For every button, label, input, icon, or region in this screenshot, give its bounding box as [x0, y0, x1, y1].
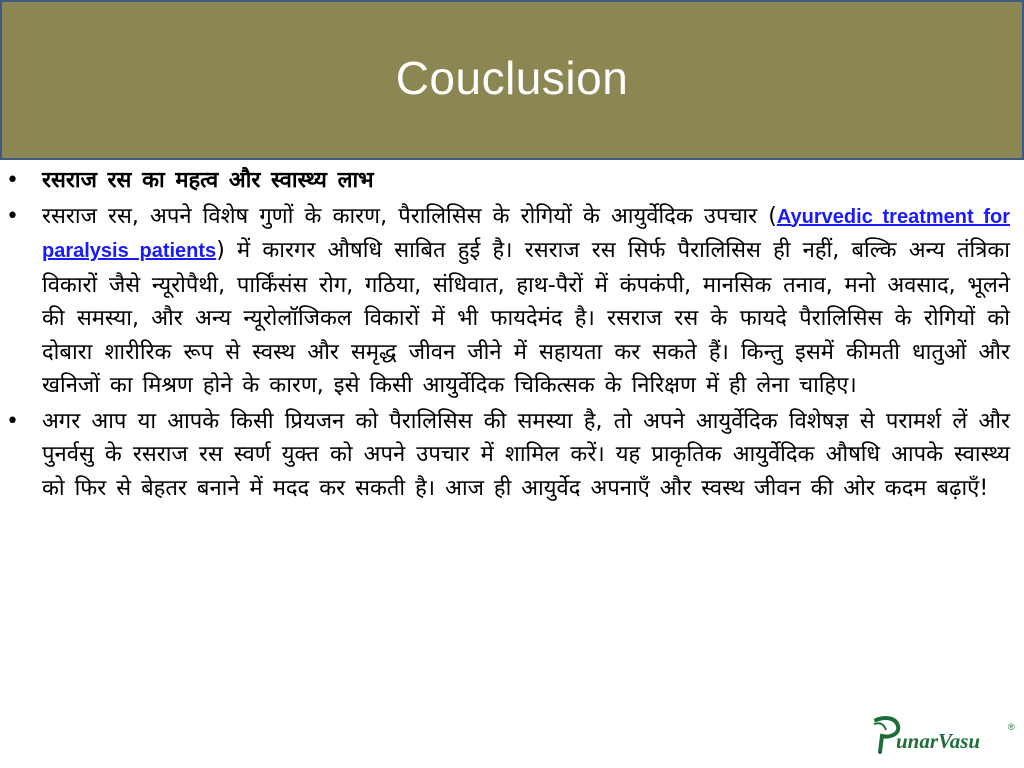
- logo-registered-mark: ®: [1008, 722, 1015, 732]
- bullet-icon: •: [6, 168, 19, 193]
- bullet-benefits-part2: ) में कारगर औषधि साबित हुई है। रसराज रस सिर्फ पैरालिसिस ही नहीं, बल्कि अन्य तंत्रिका विकारों जैसे न्यूरोपैथी, पार्किंसंस रोग, गठिया, संधिवात, हाथ-पैरों में कंपकंपी, मानसिक तनाव, मनो अवसाद, भूलने की समस्या, और अन्य न्यूरोलॉजिकल विकारों में भी फायदेमंद है। रसराज रस के फायदे पैरालिसिस के रोगियों को दोबारा शारीरिक रूप से स्वस्थ और समृद्ध जीवन जीने में सहायता कर सकते हैं। किन्तु इसमें कीमती धातुओं और खनिजों का मिश्रण होने के कारण, इसे किसी आयुर्वेदिक चिकित्सक के निरिक्षण में ही लेना चाहिए।: [42, 238, 1010, 398]
- punarvasu-logo: [872, 714, 1018, 756]
- bullet-heading-text: रसराज रस का महत्व और स्वास्थ्य लाभ: [42, 168, 374, 193]
- content-area: [0, 164, 1010, 507]
- bullet-item-advice: [0, 405, 1010, 506]
- bullet-item-heading: [0, 164, 1010, 198]
- bullet-item-benefits: [0, 200, 1010, 403]
- logo-wordmark: unarVasu: [896, 729, 981, 753]
- logo-mark: [874, 718, 898, 752]
- bullet-benefits-text: [42, 200, 1010, 403]
- bullet-icon: •: [6, 408, 19, 434]
- title-bar: [0, 0, 1024, 160]
- ayurvedic-treatment-link[interactable]: Ayurvedic treatment for paralysis patients: [42, 205, 1011, 262]
- bullet-icon: •: [6, 203, 19, 229]
- slide-title: Couclusion: [395, 52, 629, 104]
- bullet-benefits-part1: रसराज रस, अपने विशेष गुणों के कारण, पैरालिसिस के रोगियों के आयुर्वेदिक उपचार (: [42, 203, 777, 229]
- bullet-advice-text: अगर आप या आपके किसी प्रियजन को पैरालिसिस की समस्या है, तो अपने आयुर्वेदिक विशेषज्ञ से परामर्श लें और पुनर्वसु के रसराज रस स्वर्ण युक्त को अपने उपचार में शामिल करें। यह प्राकृतिक आयुर्वेदिक औषधि आपके स्वास्थ्य को फिर से बेहतर बनाने में मदद कर सकती है। आज ही आयुर्वेद अपनाएँ और स्वस्थ जीवन की ओर कदम बढ़ाएँ!: [42, 408, 1010, 501]
